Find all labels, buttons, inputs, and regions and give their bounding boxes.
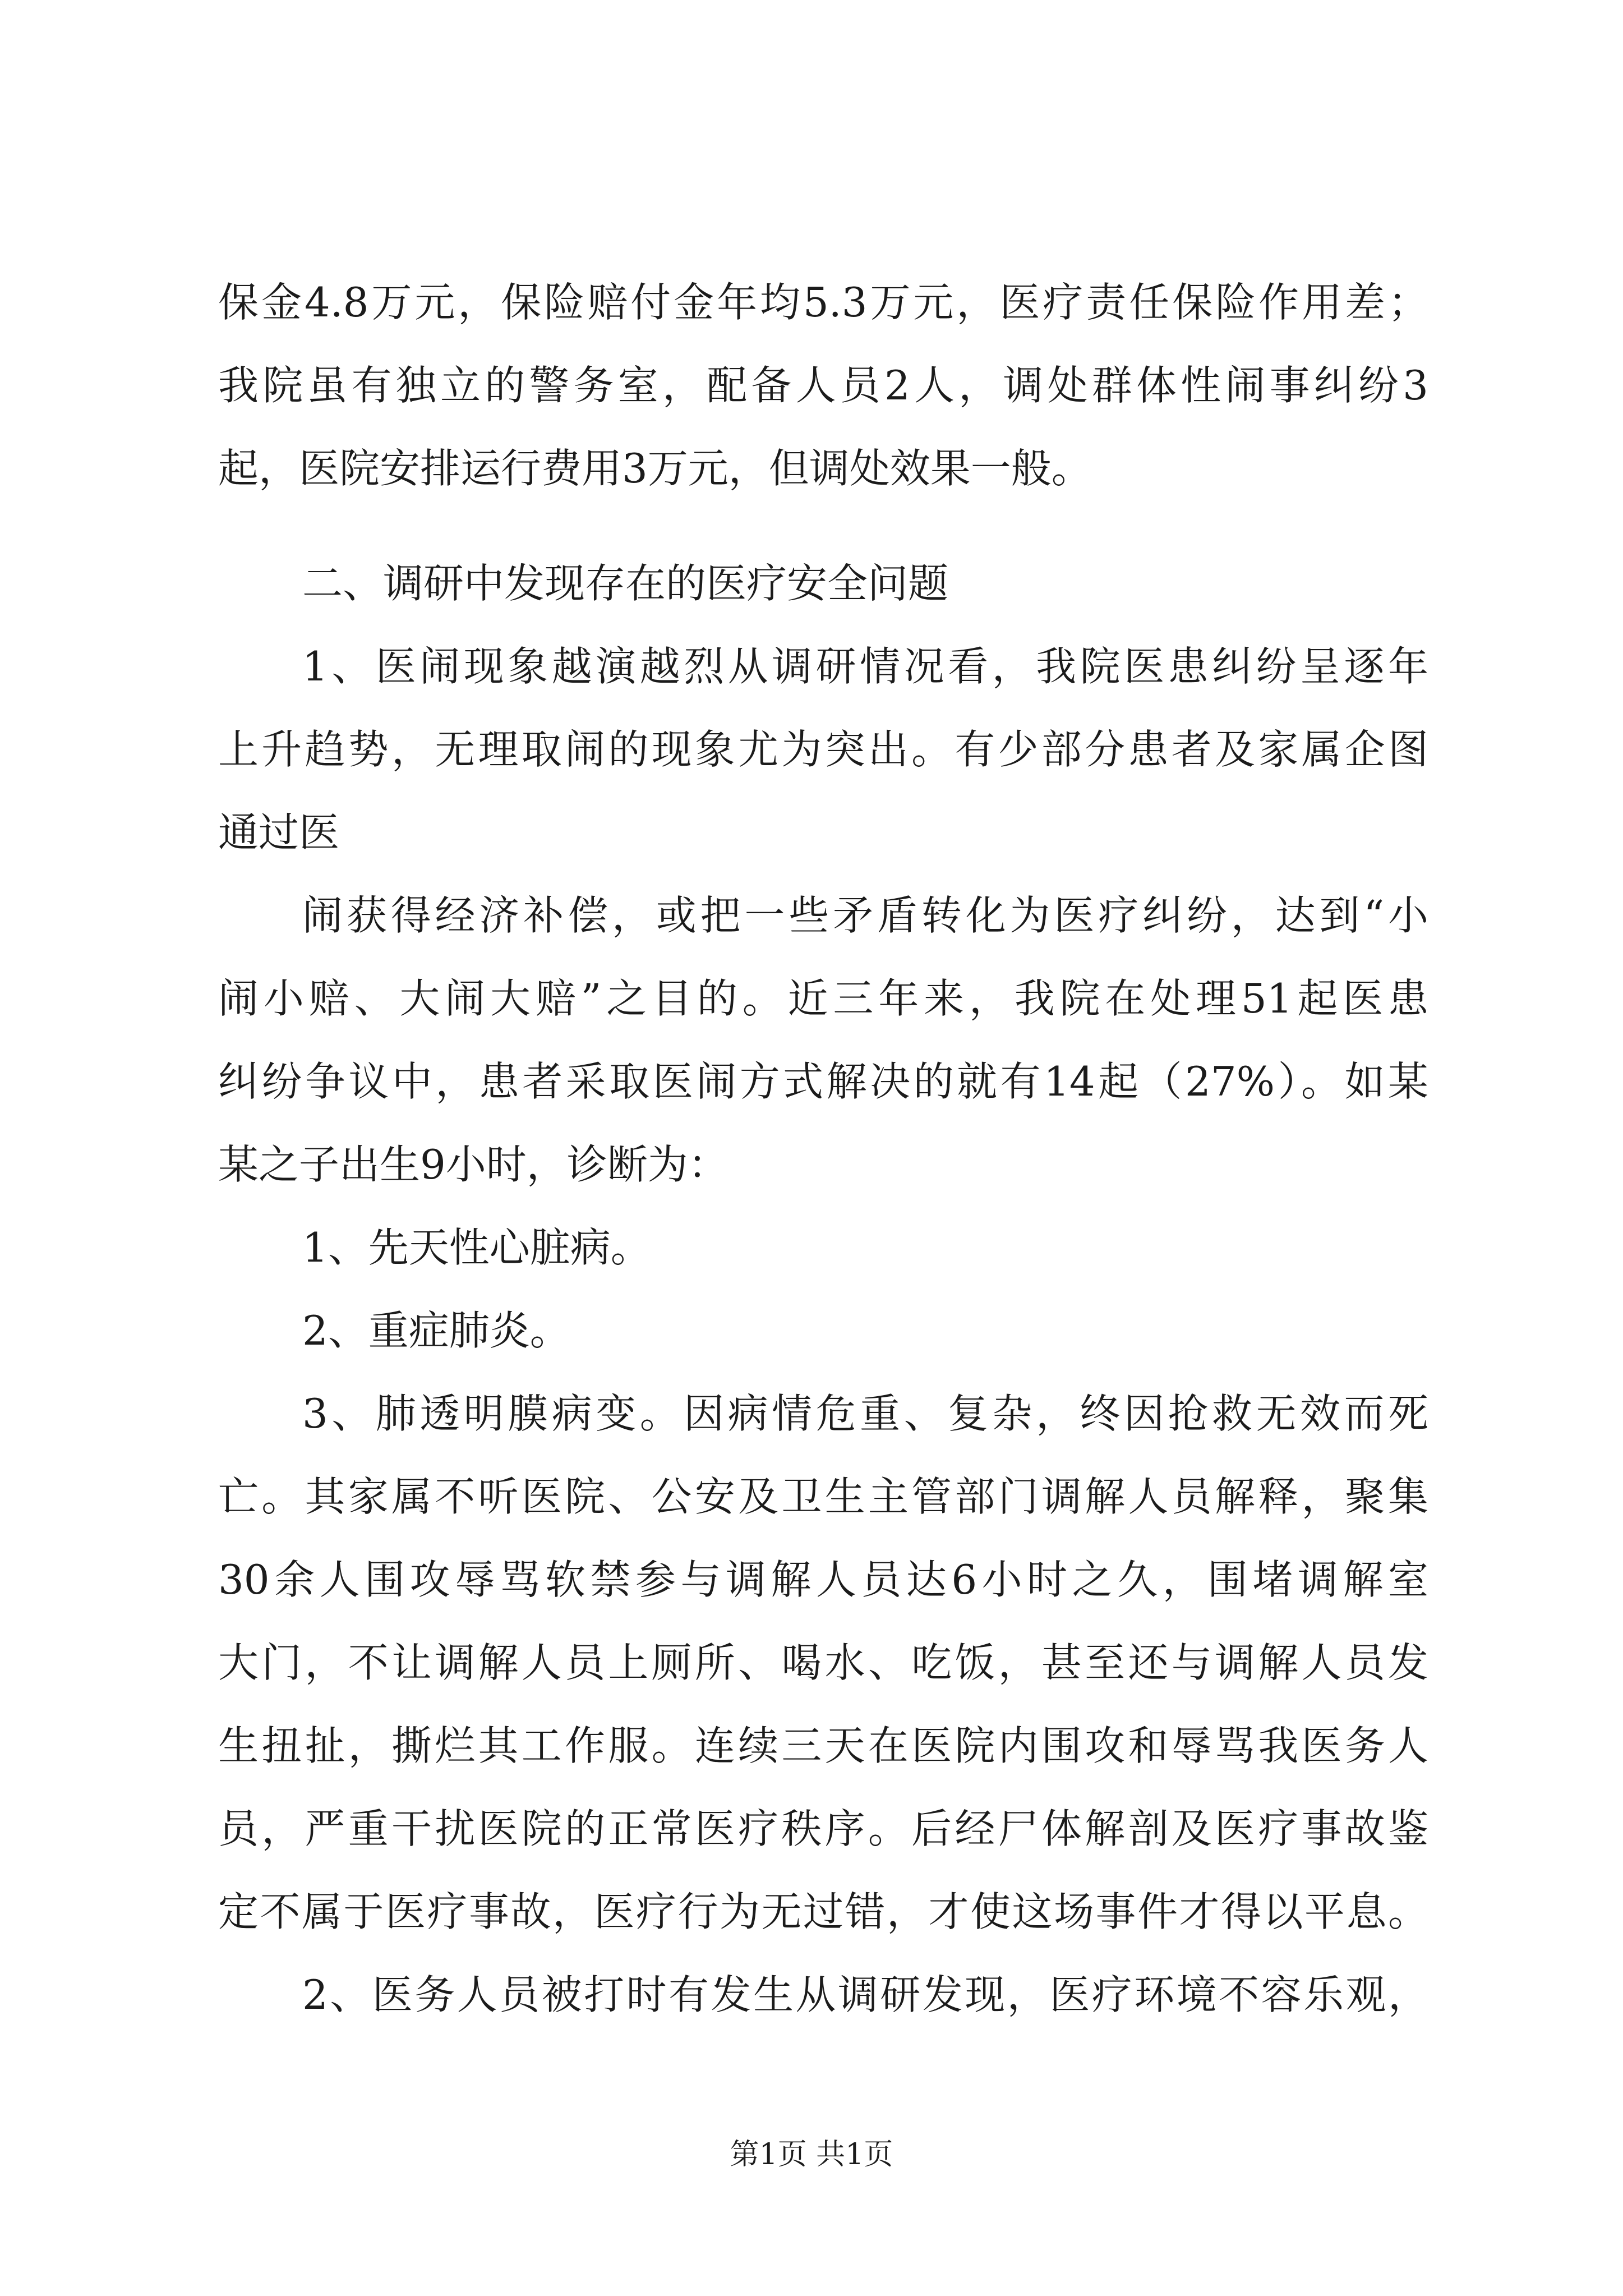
text-line: 30余人围攻辱骂软禁参与调解人员达6小时之久，围堵调解室 [218,1556,1428,1603]
list-item [218,1206,1428,1289]
text-line: 我院虽有独立的警务室，配备人员2人，调处群体性闹事纠纷3 [218,362,1428,409]
text-line: 闹小赔、大闹大赔”之目的。近三年来，我院在处理51起医患 [218,975,1428,1022]
text-line: 1、医闹现象越演越烈从调研情况看，我院医患纠纷呈逐年 [302,643,1428,690]
text-line: 亡。其家属不听医院、公安及卫生主管部门调解人员解释，聚集 [218,1473,1428,1520]
text-line: 闹获得经济补偿，或把一些矛盾转化为医疗纠纷，达到“小 [302,892,1428,939]
text-line: 通过医 [218,809,340,856]
paragraph [218,1372,1428,1953]
text-line: 上升趋势，无理取闹的现象尤为突出。有少部分患者及家属企图 [218,726,1428,773]
text-line: 2、重症肺炎。 [302,1307,570,1354]
paragraph [218,1953,1428,2036]
text-line: 大门，不让调解人员上厕所、喝水、吃饭，甚至还与调解人员发 [218,1639,1428,1686]
paragraph [218,625,1428,874]
paragraph [218,874,1428,1206]
text-line: 生扭扯，撕烂其工作服。连续三天在医院内围攻和辱骂我医务人 [218,1722,1428,1769]
text-line: 1、先天性心脏病。 [302,1224,651,1271]
paragraph [218,261,1428,510]
text-line: 二、调研中发现存在的医疗安全问题 [302,560,949,607]
text-line: 定不属于医疗事故，医疗行为无过错，才使这场事件才得以平息。 [218,1888,1428,1935]
text-line: 员，严重干扰医院的正常医疗秩序。后经尸体解剖及医疗事故鉴 [218,1805,1428,1852]
page-footer: 第1页 共1页 [730,2138,893,2171]
section-heading [218,542,1428,625]
text-line: 3、肺透明膜病变。因病情危重、复杂，终因抢救无效而死 [302,1390,1428,1437]
text-line: 保金4.8万元，保险赔付金年均5.3万元，医疗责任保险作用差； [218,279,1428,326]
text-line: 某之子出生9小时，诊断为： [218,1141,728,1188]
document-body [218,261,1428,2036]
text-line: 起，医院安排运行费用3万元，但调处效果一般。 [218,445,1092,492]
text-line: 纠纷争议中，患者采取医闹方式解决的就有14起（27%）。如某 [218,1058,1428,1105]
list-item [218,1289,1428,1372]
text-line: 2、医务人员被打时有发生从调研发现，医疗环境不容乐观， [302,1971,1428,2018]
